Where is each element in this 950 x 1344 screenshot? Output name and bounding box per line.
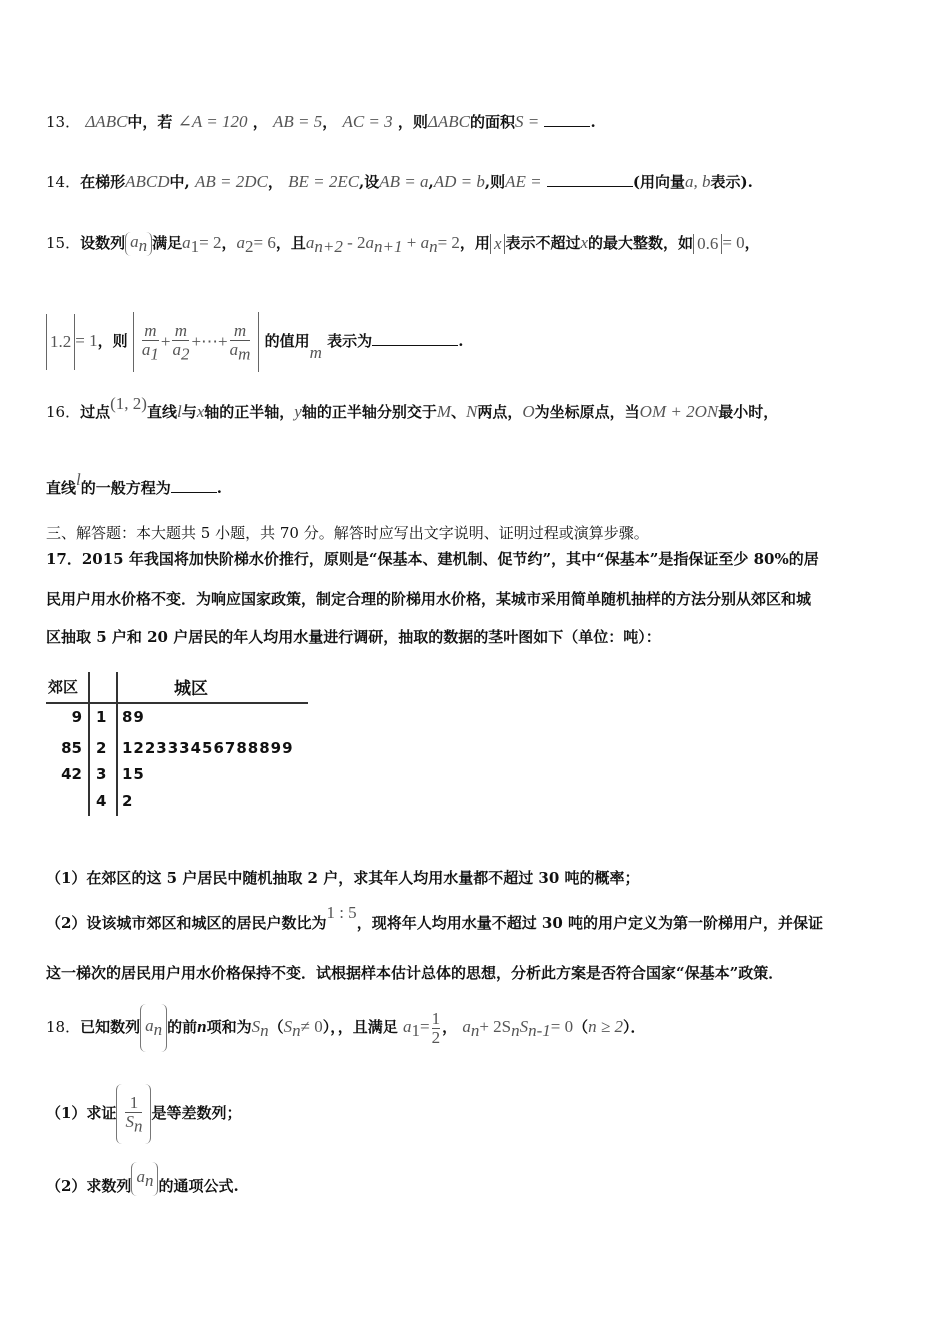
section-3-heading: 三、解答题：本大题共 5 小题，共 70 分。解答时应写出文字说明、证明过程或演算步骤。 — [46, 524, 649, 542]
answer-blank — [171, 478, 217, 493]
question-17-part2: （2）设该城市郊区和城区的居民户数比为1 : 5，现将年人均用水量不超过 30 吨的用户定义为第一阶梯用户，并保证 — [46, 903, 824, 932]
question-17-line2: 民用户用水价格不变．为响应国家政策，制定合理的阶梯用水价格，某城市采用简单随机抽样的方法分别从郊区和城 — [46, 590, 812, 608]
floor-sum-expression: $\frac{m}{a_1}$ + $\frac{m}{a_2}$ +⋯+ $\frac{m}{a_m}$ — [133, 312, 260, 372]
question-17-line3: 区抽取 5 户和 20 户居民的年人均用水量进行调研，抽取的数据的茎叶图如下（单位：吨）： — [46, 628, 661, 646]
question-18: 18．已知数列 $a_n$ 的前n项和为$S_n(S_n\ne 0)$，，且满足 $a_1=$ $\frac{1}{2}$ ， $a_n+ 2S_nS_{n-1}= 0(n \ge 2)$． — [46, 1004, 646, 1053]
sequence-braces: $a_n$ — [125, 232, 152, 256]
city-header: 城区 — [174, 679, 208, 699]
question-16-cont: 直线l的一般方程为 . — [46, 470, 222, 497]
question-17-part1: （1）在郊区的这 5 户居民中随机抽取 2 户，求其年人均用水量都不超过 30 吨的概率； — [46, 869, 640, 887]
question-14: 14．在梯形ABCD中, AB = 2DC， BE = 2EC,设AB = a,AD = b,则AE = (用向量a, b表示). — [46, 172, 753, 191]
header-divider — [46, 702, 308, 704]
right-divider — [116, 672, 118, 816]
question-15-cont: 1.2 = 1，则 $\frac{m}{a_1}$ + $\frac{m}{a_2}$ +⋯+ $\frac{m}{a_m}$ 的值用m 表示为 . — [46, 312, 463, 372]
stem-leaf-plot: 郊区 城区 9 1 89 85 2 122333456788899 42 3 15 4 2 — [46, 672, 311, 818]
question-18-part2: （2）求数列 $a_n$ 的通项公式. — [46, 1170, 239, 1204]
answer-blank — [544, 112, 590, 127]
answer-blank — [547, 172, 633, 187]
question-18-part1: （1）求证 $\frac{1}{S_n}$ 是等差数列； — [46, 1084, 241, 1144]
answer-blank — [372, 331, 458, 346]
question-16: 16．过点(1, 2)直线l与x轴的正半轴，y轴的正半轴分别交于M、N两点，O为坐标原点，当OM + 2ON最小时， — [46, 394, 779, 421]
left-divider — [88, 672, 90, 816]
question-13: 13． ΔABC中，若 ∠A = 120 ， AB = 5， AC = 3 ，则ΔABC的面积S = . — [46, 112, 596, 131]
question-17-part2-cont: 这一梯次的居民用户用水价格保持不变．试根据样本估计总体的思想，分析此方案是否符合国家“保基本”政策． — [46, 964, 784, 982]
question-17-line1: 17．2015 年我国将加快阶梯水价推行，原则是“保基本、建机制、促节约”，其中“保基本”是指保证至少 80%的居 — [46, 550, 819, 568]
suburb-header: 郊区 — [48, 678, 79, 696]
question-15: 15．设数列 $a_n$ 满足$a_1= 2$，$a_2= 6$，且$a_{n+2} - 2a_{n+1} + a_n= 2$，用 x 表示不超过x的最大整数，如 0.6 = 0， — [46, 232, 760, 256]
